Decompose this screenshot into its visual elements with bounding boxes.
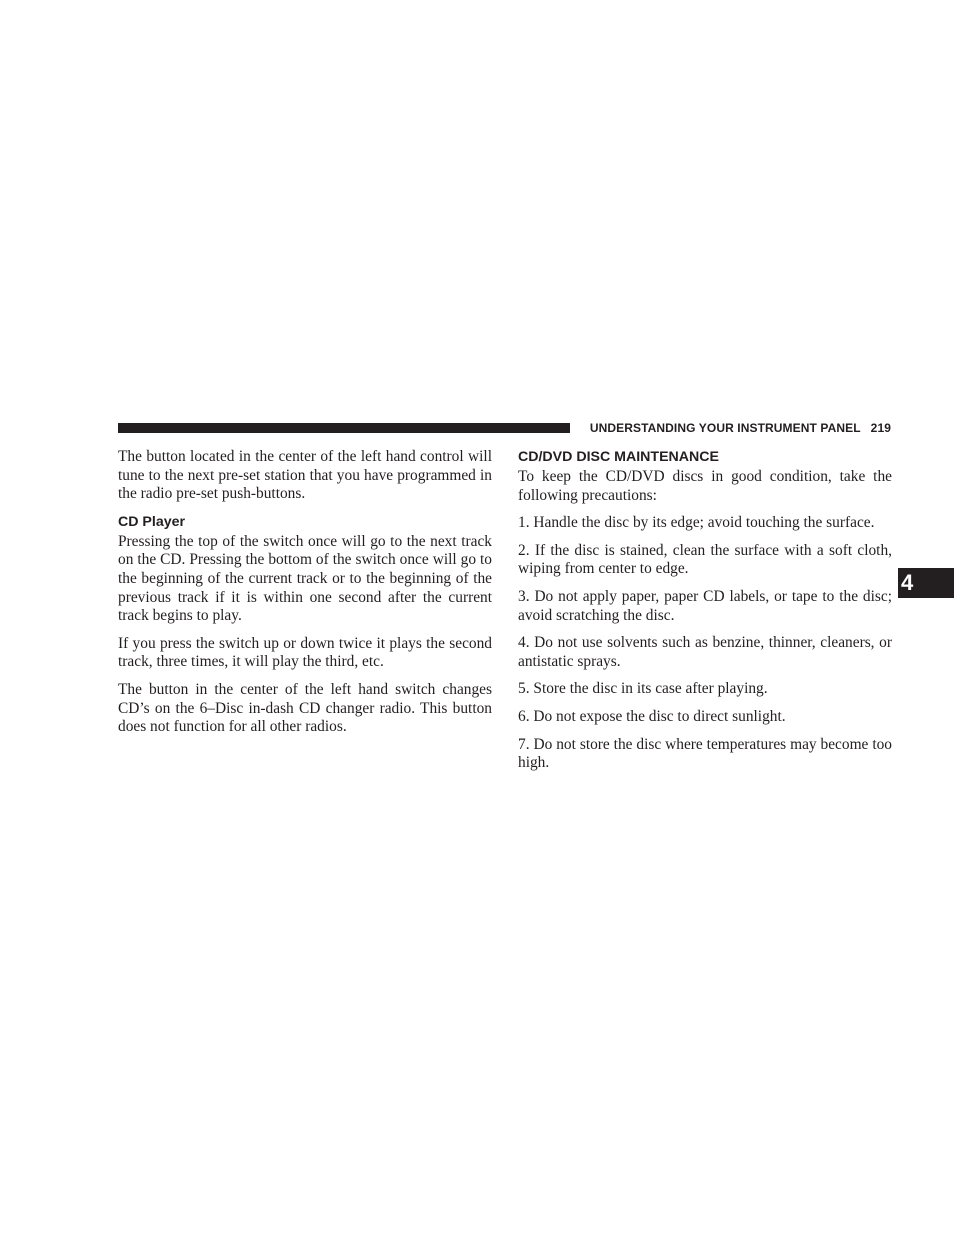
header-rule bbox=[118, 423, 570, 433]
disc-maintenance-intro: To keep the CD/DVD discs in good condition, take the following precautions: bbox=[518, 468, 892, 504]
precaution-item: 2. If the disc is stained, clean the surface with a soft cloth, wiping from center to edge. bbox=[518, 541, 892, 578]
cd-player-paragraph: The button in the center of the left hand switch changes CD’s on the 6–Disc in-dash CD changer radio. This button does not function for all other radios. bbox=[118, 680, 492, 736]
right-column bbox=[518, 448, 892, 782]
precaution-item: 3. Do not apply paper, paper CD labels, or tape to the disc; avoid scratching the disc. bbox=[518, 587, 892, 624]
precaution-item: 4. Do not use solvents such as benzine, thinner, cleaners, or antistatic sprays. bbox=[518, 634, 892, 670]
left-column bbox=[118, 448, 492, 746]
chapter-tab: 4 bbox=[898, 568, 954, 598]
page-number: 219 bbox=[870, 421, 891, 435]
precaution-item: 5. Store the disc in its case after playing. bbox=[518, 680, 768, 698]
cd-player-paragraph: If you press the switch up or down twice it plays the second track, three times, it will play the third, etc. bbox=[118, 634, 492, 671]
section-title: UNDERSTANDING YOUR INSTRUMENT PANEL bbox=[589, 421, 861, 435]
precaution-item: 7. Do not store the disc where temperatures may become too high. bbox=[518, 735, 892, 772]
intro-paragraph: The button located in the center of the left hand control will tune to the next pre-set station that you have programmed in the radio pre-set push-buttons. bbox=[118, 448, 492, 503]
cd-player-heading: CD Player bbox=[118, 513, 186, 530]
precaution-item: 6. Do not expose the disc to direct sunlight. bbox=[518, 707, 786, 725]
running-header bbox=[590, 420, 891, 436]
cd-player-paragraph: Pressing the top of the switch once will go to the next track on the CD. Pressing the bottom of the switch once will go to the beginning of the current track or to the beginning of the previous track if it is within one second after the current track begins to play. bbox=[118, 532, 492, 625]
disc-maintenance-heading: CD/DVD DISC MAINTENANCE bbox=[518, 449, 719, 465]
precaution-item: 1. Handle the disc by its edge; avoid touching the surface. bbox=[518, 514, 875, 532]
